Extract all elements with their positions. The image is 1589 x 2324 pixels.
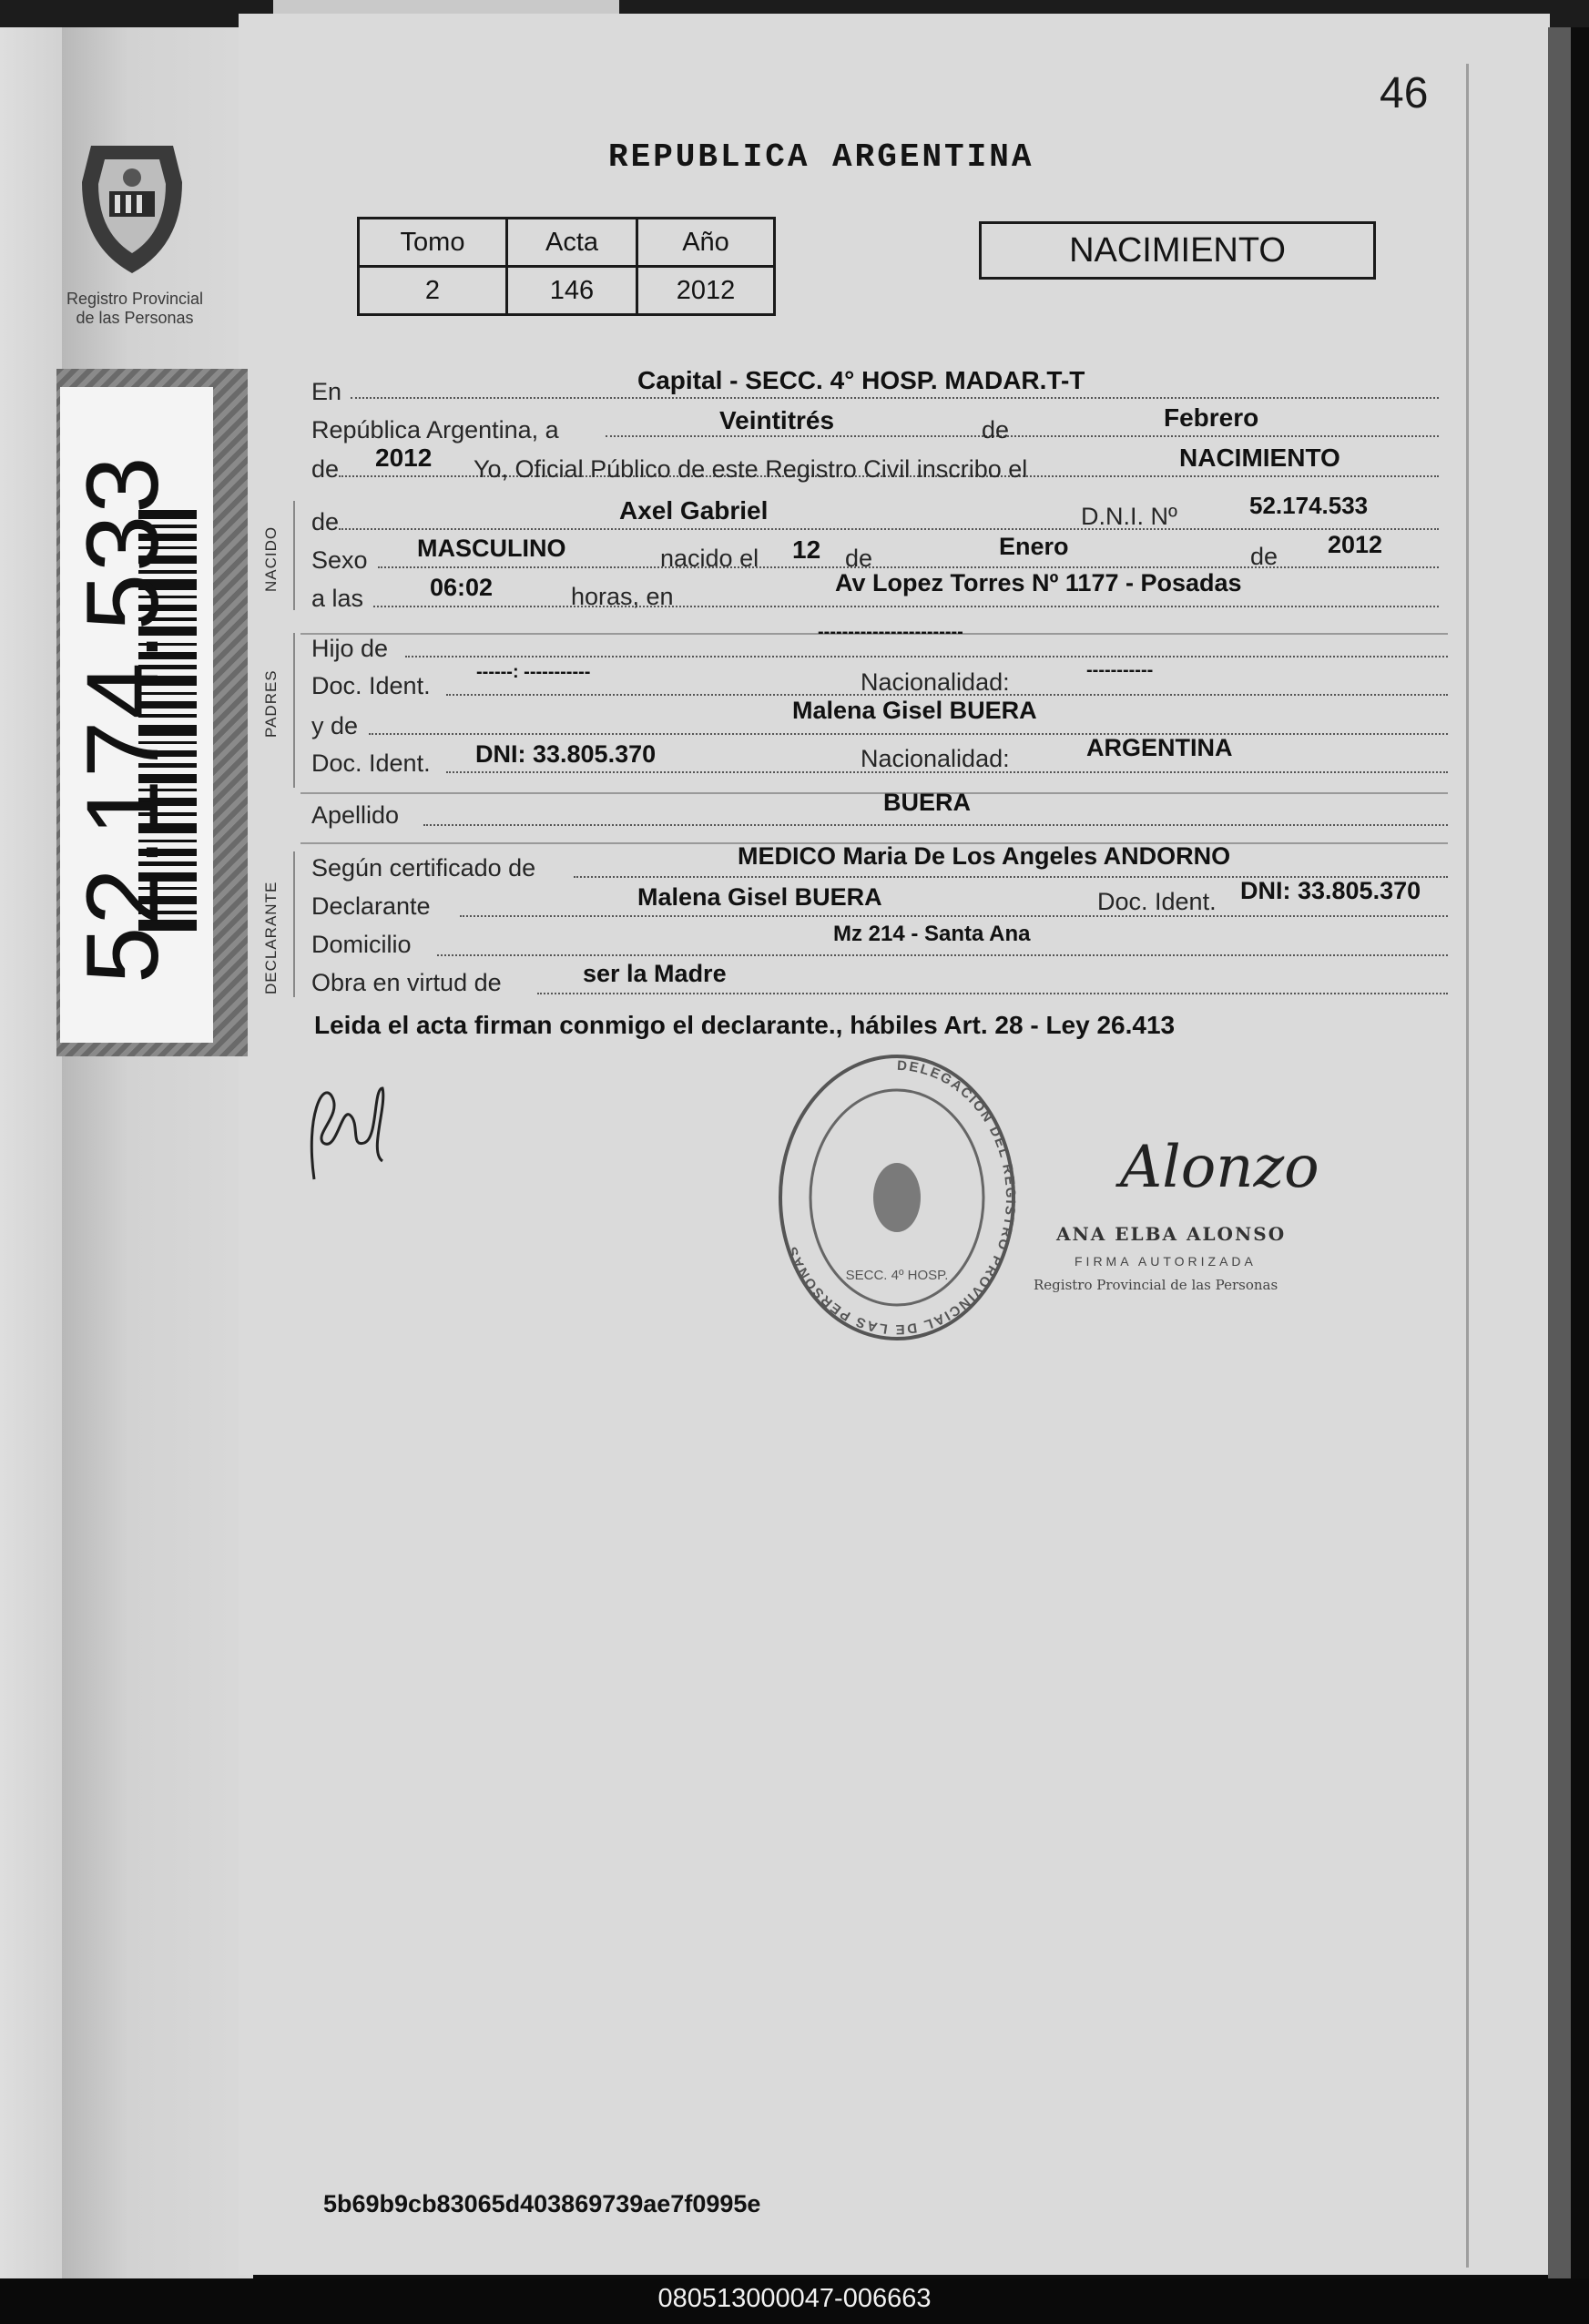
label-sexo: Sexo xyxy=(311,546,368,574)
reference-table xyxy=(357,217,776,316)
dotted-line-en xyxy=(351,397,1439,399)
field-dni: 52.174.533 xyxy=(1249,492,1369,519)
closing-note: Leida el acta firman conmigo el declarante., hábiles Art. 28 - Ley 26.413 xyxy=(314,1011,1176,1039)
field-mes-nacimiento: Enero xyxy=(999,533,1069,560)
dotted-line-republica xyxy=(606,435,1439,437)
label-apellido: Apellido xyxy=(311,801,400,829)
field-apellido: BUERA xyxy=(883,789,972,816)
field-anio-inscripcion: 2012 xyxy=(375,443,433,472)
label-hijo-de: Hijo de xyxy=(311,635,389,662)
official-office: Registro Provincial de las Personas xyxy=(1034,1277,1278,1293)
field-madre-nacionalidad: ARGENTINA xyxy=(1086,734,1233,761)
dotted-line-y-de xyxy=(369,733,1448,735)
value-acta: 146 xyxy=(507,267,637,315)
registry-caption xyxy=(53,290,217,328)
field-lugar: Capital - SECC. 4° HOSP. MADAR.T-T xyxy=(637,366,1085,394)
book-right-edge xyxy=(1548,27,1571,2286)
label-de-anio-nac: de xyxy=(1250,543,1278,570)
section-separator-2 xyxy=(300,792,1448,794)
reference-table-value-row xyxy=(359,267,775,315)
value-anio: 2012 xyxy=(637,267,775,315)
field-declarante-doc: DNI: 33.805.370 xyxy=(1240,877,1421,904)
field-dia-nacimiento: 12 xyxy=(792,535,821,564)
field-obra-en-virtud: ser la Madre xyxy=(583,960,727,987)
dotted-line-domicilio xyxy=(437,954,1448,956)
registry-caption-line-2: de las Personas xyxy=(76,309,194,327)
field-padre-doc: ------: ----------- xyxy=(476,662,591,682)
dotted-line-sexo xyxy=(378,566,1439,568)
label-a-las: a las xyxy=(311,585,364,612)
dotted-line-hijo xyxy=(405,656,1448,657)
record-type-box: NACIMIENTO xyxy=(979,221,1376,280)
label-doc-ident-madre: Doc. Ident. xyxy=(311,749,431,777)
section-label-padres: PADRES xyxy=(262,669,280,738)
field-sexo: MASCULINO xyxy=(417,535,566,562)
field-dia-inscripcion: Veintitrés xyxy=(719,406,835,434)
book-spine xyxy=(62,27,253,2286)
field-certificado: MEDICO Maria De Los Angeles ANDORNO xyxy=(738,842,1231,870)
dotted-line-hora xyxy=(373,606,1439,607)
header-acta: Acta xyxy=(507,219,637,267)
label-de-mes: de xyxy=(982,416,1010,443)
field-hora: 06:02 xyxy=(430,574,494,601)
label-yo-oficial: Yo, Oficial Público de este Registro Civil inscribo el xyxy=(474,455,1028,483)
field-madre-doc: DNI: 33.805.370 xyxy=(475,740,657,768)
label-segun-certificado: Según certificado de xyxy=(311,854,536,882)
field-anio-nacimiento: 2012 xyxy=(1328,531,1383,558)
label-de-anio: de xyxy=(311,455,340,483)
label-domicilio: Domicilio xyxy=(311,931,412,958)
dotted-line-nombre xyxy=(339,528,1439,530)
official-name: ANA ELBA ALONSO xyxy=(1056,1223,1287,1245)
label-de-mes-nac: de xyxy=(845,545,873,572)
label-horas-en: horas, en xyxy=(571,583,674,610)
label-nacionalidad-madre: Nacionalidad: xyxy=(861,745,1010,772)
field-mes-inscripcion: Febrero xyxy=(1164,403,1259,432)
field-nombre: Axel Gabriel xyxy=(619,496,769,525)
field-padre-nacionalidad: ----------- xyxy=(1086,660,1154,680)
dotted-line-obra xyxy=(537,993,1448,994)
label-nacionalidad-padre: Nacionalidad: xyxy=(861,668,1010,696)
official-role: FIRMA AUTORIZADA xyxy=(1075,1254,1257,1269)
section-label-declarante: DECLARANTE xyxy=(262,881,280,994)
label-dni: D.N.I. Nº xyxy=(1081,503,1177,530)
dotted-line-declarante xyxy=(460,915,1448,917)
stamp-center-text: SECC. 4º HOSP. xyxy=(845,1268,949,1283)
label-obra-en-virtud: Obra en virtud de xyxy=(311,969,502,996)
field-lugar-nacimiento: Av Lopez Torres Nº 1177 - Posadas xyxy=(835,569,1242,596)
page-margin-line xyxy=(1466,64,1469,2268)
label-declarante: Declarante xyxy=(311,892,431,920)
page-number: 46 xyxy=(1380,69,1429,117)
registrar-initials-signature xyxy=(296,1061,396,1188)
header-tomo: Tomo xyxy=(359,219,507,267)
document-hash: 5b69b9cb83065d403869739ae7f0995e xyxy=(323,2190,761,2217)
label-de-nombre: de xyxy=(311,508,340,535)
footer-code: 080513000047-006663 xyxy=(657,2284,932,2313)
field-madre: Malena Gisel BUERA xyxy=(792,697,1037,724)
label-doc-ident-padre: Doc. Ident. xyxy=(311,672,431,699)
section-label-nacido: NACIDO xyxy=(262,525,280,592)
header-anio: Año xyxy=(637,219,775,267)
dotted-line-apellido xyxy=(423,824,1448,826)
section-bracket-declarante xyxy=(293,851,295,997)
field-declarante: Malena Gisel BUERA xyxy=(637,883,882,911)
barcode-number: 52.174.533 xyxy=(66,454,179,984)
field-tipo-inscripcion: NACIMIENTO xyxy=(1179,443,1340,472)
reference-table-header-row xyxy=(359,219,775,267)
value-tomo: 2 xyxy=(359,267,507,315)
stamp-ring-text: DELEGACION DEL REGISTRO PROVINCIAL DE LAS PERSONAS xyxy=(784,1057,1019,1338)
registry-caption-line-1: Registro Provincial xyxy=(66,290,204,308)
field-padre: ------------------------ xyxy=(818,622,963,642)
field-domicilio: Mz 214 - Santa Ana xyxy=(833,922,1031,946)
label-en: En xyxy=(311,378,342,405)
label-doc-ident-declarante: Doc. Ident. xyxy=(1097,888,1217,915)
official-signature: Alonzo xyxy=(1120,1134,1319,1201)
document-title: REPUBLICA ARGENTINA xyxy=(608,138,1034,176)
official-stamp xyxy=(774,1034,1020,1348)
section-bracket-padres xyxy=(293,633,295,788)
label-y-de: y de xyxy=(311,712,359,739)
section-bracket-nacido xyxy=(293,501,295,610)
label-nacido-el: nacido el xyxy=(660,545,759,572)
label-republica: República Argentina, a xyxy=(311,416,559,443)
